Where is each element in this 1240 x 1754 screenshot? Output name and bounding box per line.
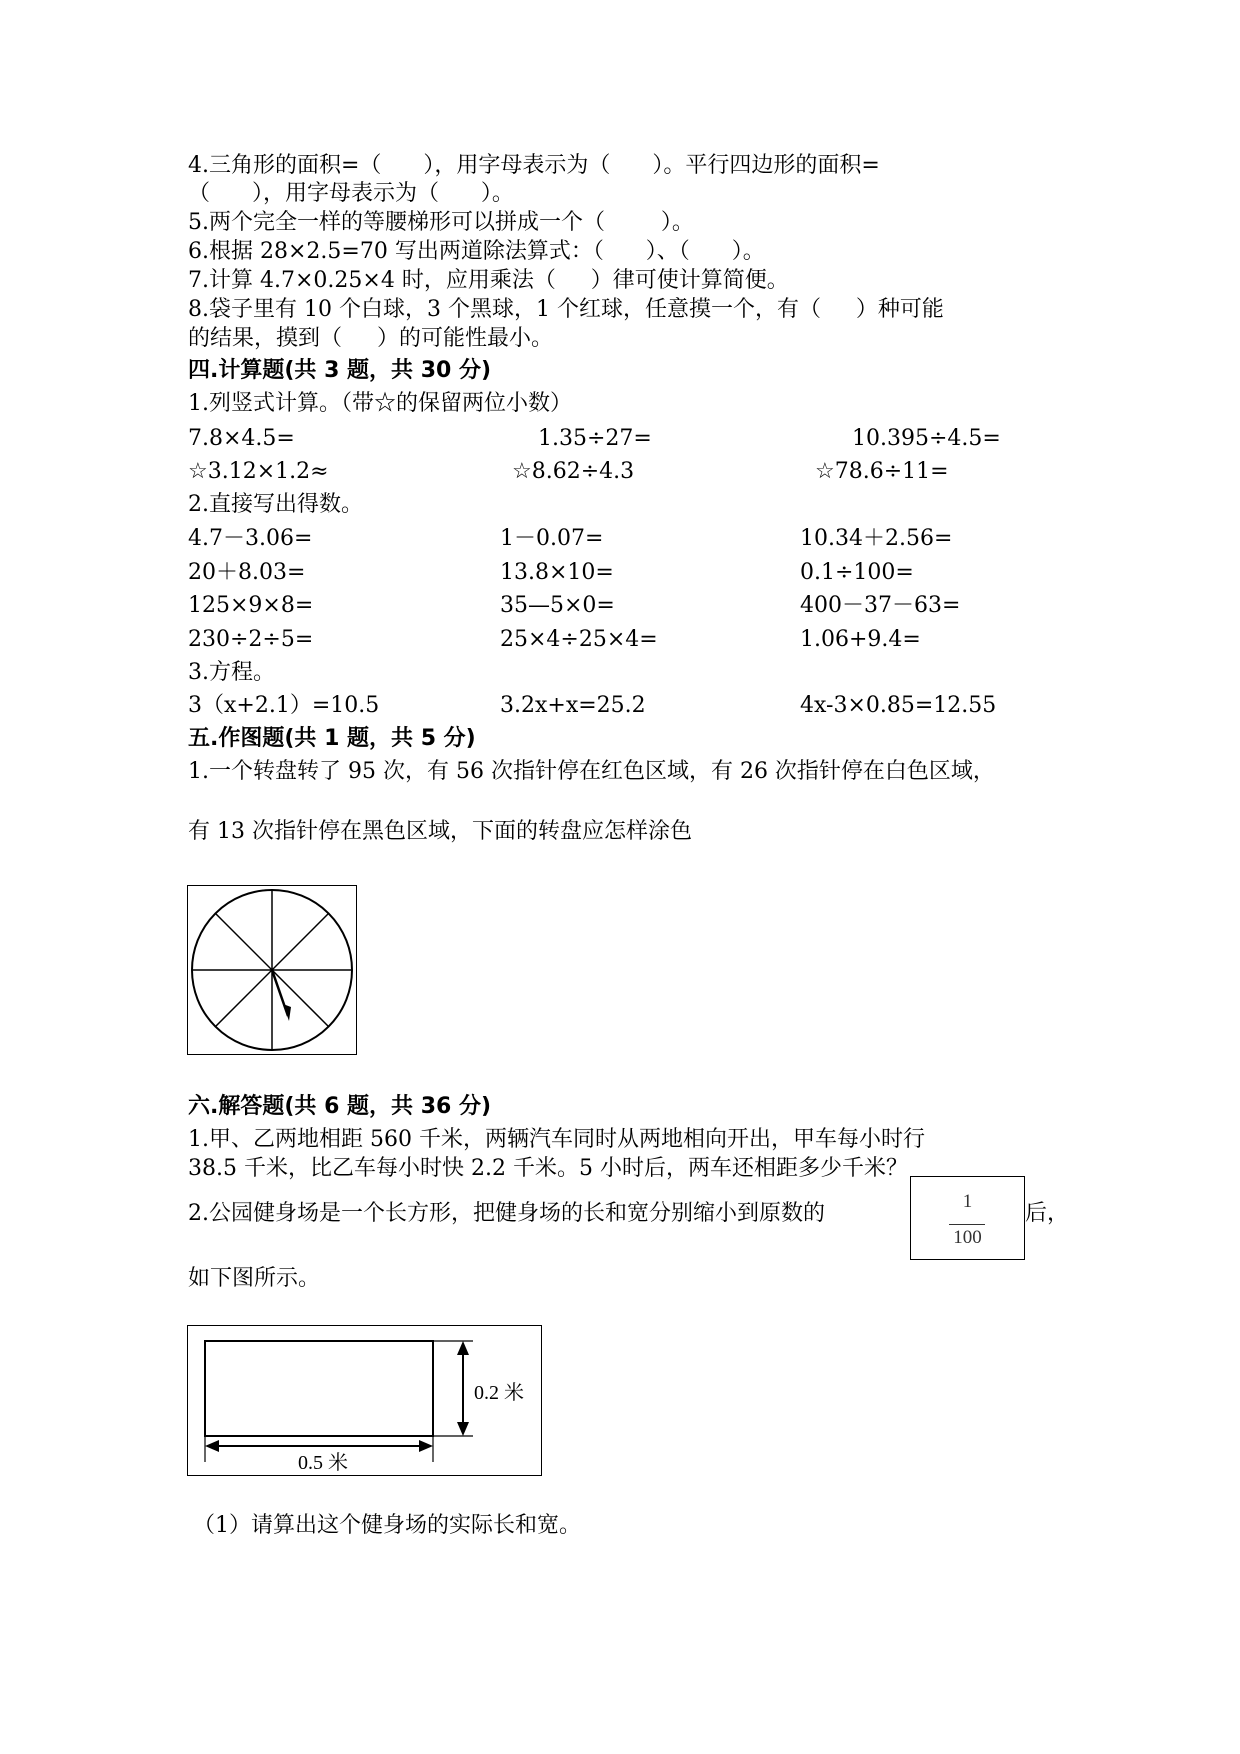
mental-calc-item: 35—5×0= xyxy=(500,593,615,618)
mental-calc-item: 20＋8.03= xyxy=(188,560,306,585)
vertical-calc-item: ☆8.62÷4.3 xyxy=(512,459,635,484)
mental-calc-item: 400－37－63= xyxy=(800,593,961,618)
section4-heading: 四.计算题(共 3 题，共 30 分) xyxy=(188,358,492,383)
vertical-calc-item: 1.35÷27= xyxy=(538,426,652,451)
fraction-bar xyxy=(949,1224,985,1225)
mental-calc-item: 1－0.07= xyxy=(500,526,604,551)
section5-heading: 五.作图题(共 1 题，共 5 分) xyxy=(188,726,476,751)
width-arrow-head xyxy=(457,1422,469,1436)
equation-item: 3（x+2.1）=10.5 xyxy=(188,693,380,718)
word-q2-sub1: （1）请算出这个健身场的实际长和宽。 xyxy=(193,1513,581,1538)
word-q1-line2: 38.5 千米，比乙车每小时快 2.2 千米。5 小时后，两车还相距多少千米？ xyxy=(188,1156,908,1181)
vertical-calc-item: 7.8×4.5= xyxy=(188,426,295,451)
word-q1-line1: 1.甲、乙两地相距 560 千米，两辆汽车同时从两地相向开出，甲车每小时行 xyxy=(188,1127,925,1152)
calc-q3-title: 3.方程。 xyxy=(188,660,275,685)
width-label: 0.2 米 xyxy=(474,1382,524,1404)
vertical-calc-item: ☆3.12×1.2≈ xyxy=(188,459,329,484)
mental-calc-item: 230÷2÷5= xyxy=(188,627,314,652)
spinner-q1-line1: 1.一个转盘转了 95 次，有 56 次指针停在红色区域，有 26 次指针停在白色区域， xyxy=(188,759,995,784)
fraction-box xyxy=(910,1176,1025,1260)
calc-q1-title: 1.列竖式计算。（带☆的保留两位小数） xyxy=(188,391,572,416)
q8-line1: 8.袋子里有 10 个白球，3 个黑球，1 个红球，任意摸一个，有（ ）种可能 xyxy=(188,297,944,322)
q5-text: 5.两个完全一样的等腰梯形可以拼成一个（ ）。 xyxy=(188,210,694,235)
vertical-calc-item: ☆78.6÷11= xyxy=(815,459,949,484)
field-rectangle xyxy=(205,1341,433,1436)
mental-calc-item: 125×9×8= xyxy=(188,593,314,618)
calc-q2-title: 2.直接写出得数。 xyxy=(188,492,363,517)
q6-text: 6.根据 28×2.5=70 写出两道除法算式：（ ）、（ ）。 xyxy=(188,239,765,264)
mental-calc-item: 0.1÷100= xyxy=(800,560,914,585)
vertical-calc-item: 10.395÷4.5= xyxy=(852,426,1001,451)
mental-calc-item: 1.06+9.4= xyxy=(800,627,921,652)
equation-item: 3.2x+x=25.2 xyxy=(500,693,646,718)
mental-calc-item: 10.34＋2.56= xyxy=(800,526,953,551)
fraction-numerator: 1 xyxy=(962,1191,973,1212)
word-q2-line2: 如下图所示。 xyxy=(188,1266,321,1291)
word-q2-after: 后， xyxy=(1025,1201,1070,1226)
length-label: 0.5 米 xyxy=(298,1452,348,1474)
spinner-figure xyxy=(187,885,357,1055)
fraction-denominator: 100 xyxy=(953,1227,982,1248)
q8-line2: 的结果，摸到（ ）的可能性最小。 xyxy=(188,326,553,351)
mental-calc-item: 25×4÷25×4= xyxy=(500,627,658,652)
length-arrow-head xyxy=(205,1440,219,1452)
section6-heading: 六.解答题(共 6 题，共 36 分) xyxy=(188,1094,492,1119)
q4-line2: （ ），用字母表示为（ ）。 xyxy=(188,181,514,206)
word-q2-before: 2.公园健身场是一个长方形，把健身场的长和宽分别缩小到原数的 xyxy=(188,1201,825,1226)
q7-text: 7.计算 4.7×0.25×4 时，应用乘法（ ）律可使计算简便。 xyxy=(188,268,789,293)
spinner-q1-line2: 有 13 次指针停在黑色区域，下面的转盘应怎样涂色 xyxy=(188,819,692,844)
width-arrow-head xyxy=(457,1341,469,1355)
q4-line1: 4.三角形的面积=（ ），用字母表示为（ ）。平行四边形的面积= xyxy=(188,153,880,178)
mental-calc-item: 13.8×10= xyxy=(500,560,614,585)
length-arrow-head xyxy=(419,1440,433,1452)
equation-item: 4x-3×0.85=12.55 xyxy=(800,693,997,718)
spinner-pointer-head xyxy=(283,1004,291,1021)
rectangle-figure xyxy=(187,1325,542,1476)
mental-calc-item: 4.7－3.06= xyxy=(188,526,313,551)
spinner-diagram xyxy=(188,886,356,1054)
